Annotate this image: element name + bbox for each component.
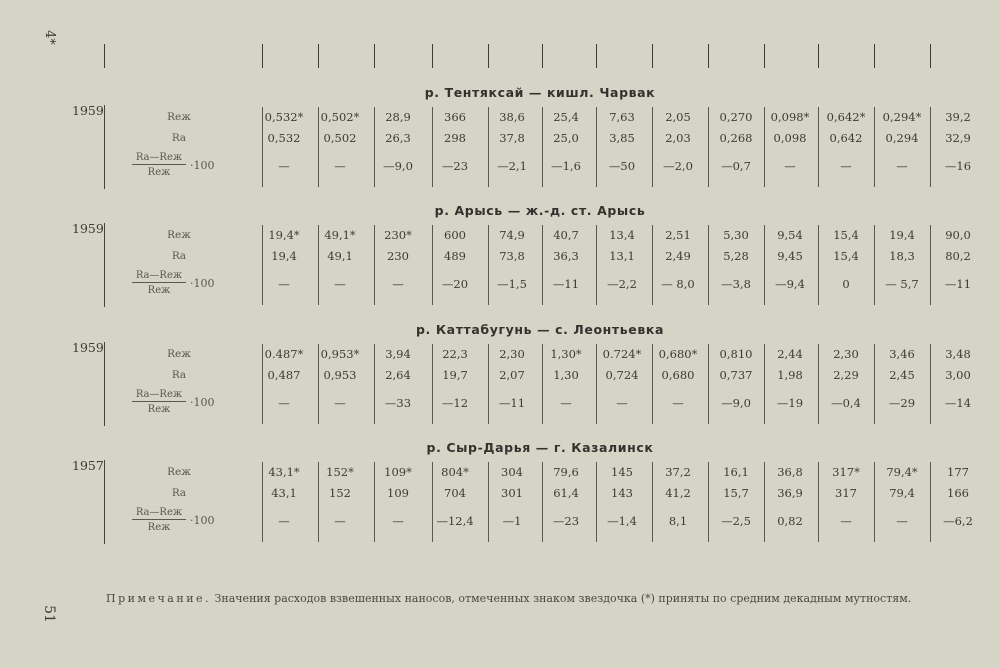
table-cell: 15,4 bbox=[833, 228, 859, 242]
fraction-bar bbox=[132, 401, 186, 402]
table-cell: —19 bbox=[776, 396, 804, 410]
fraction-bar bbox=[132, 282, 186, 283]
fraction-denominator: Rеж bbox=[147, 285, 171, 296]
row-bracket bbox=[104, 342, 105, 426]
table-cell: 0,532* bbox=[264, 110, 304, 124]
table-cell: — 8,0 bbox=[661, 277, 695, 291]
table-cell: 26,3 bbox=[385, 131, 411, 145]
table-cell: —1 bbox=[502, 514, 522, 528]
table-cell: —1,6 bbox=[551, 159, 581, 173]
table-cell: 2,29 bbox=[833, 368, 859, 382]
table-cell: 2,45 bbox=[889, 368, 915, 382]
table-cell: 2,03 bbox=[665, 131, 691, 145]
table-cell: 0,270 bbox=[719, 110, 753, 124]
table-cell: 804* bbox=[441, 465, 469, 479]
table-cell: 0 bbox=[842, 277, 850, 291]
table-cell: 0,737 bbox=[719, 368, 753, 382]
row-bracket bbox=[104, 105, 105, 189]
table-cell: —29 bbox=[888, 396, 916, 410]
row-bracket bbox=[104, 460, 105, 544]
table-cell: —2,2 bbox=[607, 277, 637, 291]
table-cell: — bbox=[840, 514, 852, 528]
table-cell: — bbox=[334, 277, 346, 291]
table-cell: 2,30 bbox=[833, 347, 859, 361]
table-cell: 152* bbox=[326, 465, 354, 479]
table-cell: 1,30* bbox=[550, 347, 582, 361]
section-title: р. Тентяксай — кишл. Чарвак bbox=[424, 85, 656, 100]
table-cell: 2,05 bbox=[665, 110, 691, 124]
fraction-numerator: Rа—Rеж bbox=[135, 507, 183, 518]
table-cell: —1,4 bbox=[607, 514, 637, 528]
table-cell: —1,5 bbox=[497, 277, 527, 291]
table-cell: 317 bbox=[835, 486, 857, 500]
table-cell: 0,294* bbox=[882, 110, 922, 124]
table-cell: 79,4* bbox=[886, 465, 918, 479]
fraction-bar bbox=[132, 519, 186, 520]
table-cell: — bbox=[278, 277, 290, 291]
table-cell: 36,8 bbox=[777, 465, 803, 479]
table-cell: 19,7 bbox=[442, 368, 468, 382]
table-cell: 36,9 bbox=[777, 486, 803, 500]
row-label-r-a: Rа bbox=[171, 369, 187, 381]
table-cell: 145 bbox=[611, 465, 633, 479]
header-tick bbox=[432, 44, 433, 68]
table-cell: 489 bbox=[444, 249, 466, 263]
fraction-multiplier: ·100 bbox=[190, 396, 215, 409]
table-cell: 0,953 bbox=[323, 368, 357, 382]
section-title: р. Каттабугунь — с. Леонтьевка bbox=[416, 322, 664, 337]
year-label: 1959 bbox=[72, 103, 104, 118]
table-cell: 49,1* bbox=[324, 228, 356, 242]
table-cell: —0,4 bbox=[831, 396, 861, 410]
header-tick bbox=[596, 44, 597, 68]
table-cell: 19,4* bbox=[268, 228, 300, 242]
table-cell: —11 bbox=[498, 396, 526, 410]
header-tick bbox=[764, 44, 765, 68]
table-cell: 230 bbox=[387, 249, 409, 263]
table-cell: 5,28 bbox=[723, 249, 749, 263]
table-cell: 19,4 bbox=[889, 228, 915, 242]
fraction-numerator: Rа—Rеж bbox=[135, 389, 183, 400]
corner-mark: 4* bbox=[41, 30, 57, 45]
table-cell: 80,2 bbox=[945, 249, 971, 263]
fraction-numerator: Rа—Rеж bbox=[135, 152, 183, 163]
table-cell: 7,63 bbox=[609, 110, 635, 124]
table-cell: 3,46 bbox=[889, 347, 915, 361]
header-tick bbox=[262, 44, 263, 68]
fraction-multiplier: ·100 bbox=[190, 159, 215, 172]
table-cell: 13,1 bbox=[609, 249, 635, 263]
table-cell: 0,268 bbox=[719, 131, 753, 145]
table-cell: 2,30 bbox=[499, 347, 525, 361]
table-cell: —50 bbox=[608, 159, 636, 173]
table-cell: 28,9 bbox=[385, 110, 411, 124]
table-cell: 37,8 bbox=[499, 131, 525, 145]
row-label-r-a: Rа bbox=[171, 487, 187, 499]
table-cell: 1,30 bbox=[553, 368, 579, 382]
header-tick bbox=[708, 44, 709, 68]
table-cell: 5,30 bbox=[723, 228, 749, 242]
table-cell: —9,0 bbox=[383, 159, 413, 173]
table-cell: 0.487* bbox=[264, 347, 304, 361]
table-cell: 366 bbox=[444, 110, 466, 124]
table-cell: 230* bbox=[384, 228, 412, 242]
table-cell: 79,6 bbox=[553, 465, 579, 479]
table-cell: 109* bbox=[384, 465, 412, 479]
header-tick bbox=[818, 44, 819, 68]
table-cell: 2,07 bbox=[499, 368, 525, 382]
table-cell: 704 bbox=[444, 486, 466, 500]
table-cell: 9,45 bbox=[777, 249, 803, 263]
table-cell: 19,4 bbox=[271, 249, 297, 263]
table-cell: — bbox=[896, 514, 908, 528]
table-cell: —12,4 bbox=[436, 514, 474, 528]
table-cell: 3,85 bbox=[609, 131, 635, 145]
fraction-multiplier: ·100 bbox=[190, 277, 215, 290]
table-cell: 73,8 bbox=[499, 249, 525, 263]
table-cell: 2,64 bbox=[385, 368, 411, 382]
table-cell: 25,4 bbox=[553, 110, 579, 124]
header-tick bbox=[542, 44, 543, 68]
table-cell: 13,4 bbox=[609, 228, 635, 242]
header-tick bbox=[874, 44, 875, 68]
table-cell: —6,2 bbox=[943, 514, 973, 528]
table-cell: 0,680 bbox=[661, 368, 695, 382]
table-cell: — bbox=[334, 159, 346, 173]
fraction-denominator: Rеж bbox=[147, 167, 171, 178]
table-cell: 0,810 bbox=[719, 347, 753, 361]
table-cell: —11 bbox=[944, 277, 972, 291]
table-cell: 43,1 bbox=[271, 486, 297, 500]
table-cell: 16,1 bbox=[723, 465, 749, 479]
table-cell: 0,502 bbox=[323, 131, 357, 145]
table-cell: 32,9 bbox=[945, 131, 971, 145]
table-cell: 143 bbox=[611, 486, 633, 500]
year-label: 1959 bbox=[72, 221, 104, 236]
table-cell: 39,2 bbox=[945, 110, 971, 124]
table-cell: —33 bbox=[384, 396, 412, 410]
table-cell: —14 bbox=[944, 396, 972, 410]
table-cell: 3,94 bbox=[385, 347, 411, 361]
table-cell: 0,487 bbox=[267, 368, 301, 382]
header-tick bbox=[104, 44, 105, 68]
footnote bbox=[106, 591, 976, 607]
table-cell: — bbox=[334, 514, 346, 528]
table-cell: 0,82 bbox=[777, 514, 803, 528]
table-cell: 600 bbox=[444, 228, 466, 242]
table-cell: — bbox=[560, 396, 572, 410]
table-cell: 74,9 bbox=[499, 228, 525, 242]
header-tick bbox=[374, 44, 375, 68]
table-cell: 3,00 bbox=[945, 368, 971, 382]
table-cell: —9,4 bbox=[775, 277, 805, 291]
fraction-multiplier: ·100 bbox=[190, 514, 215, 527]
table-cell: 0,724 bbox=[605, 368, 639, 382]
table-cell: 1,98 bbox=[777, 368, 803, 382]
footnote-lead: Примечание. bbox=[106, 592, 212, 605]
table-cell: 0,294 bbox=[885, 131, 919, 145]
fraction-denominator: Rеж bbox=[147, 404, 171, 415]
table-cell: — bbox=[616, 396, 628, 410]
table-cell: — 5,7 bbox=[885, 277, 919, 291]
table-cell: 317* bbox=[832, 465, 860, 479]
row-label-r-ezh: Rеж bbox=[167, 348, 191, 360]
fraction-denominator: Rеж bbox=[147, 522, 171, 533]
footnote-text: Значения расходов взвешенных наносов, отмеченных знаком звездочка (*) приняты по средним декадным мутностям. bbox=[211, 592, 912, 605]
table-cell: — bbox=[840, 159, 852, 173]
table-cell: — bbox=[896, 159, 908, 173]
table-cell: 0,953* bbox=[320, 347, 360, 361]
header-tick bbox=[930, 44, 931, 68]
table-cell: 79,4 bbox=[889, 486, 915, 500]
page-number: 51 bbox=[40, 605, 57, 623]
table-cell: —23 bbox=[552, 514, 580, 528]
table-cell: — bbox=[672, 396, 684, 410]
table-cell: 2,44 bbox=[777, 347, 803, 361]
section-title: р. Сыр-Дарья — г. Казалинск bbox=[426, 440, 654, 455]
table-cell: 298 bbox=[444, 131, 466, 145]
table-cell: —9,0 bbox=[721, 396, 751, 410]
table-cell: —23 bbox=[441, 159, 469, 173]
table-cell: —2,0 bbox=[663, 159, 693, 173]
header-tick bbox=[488, 44, 489, 68]
row-label-r-a: Rа bbox=[171, 250, 187, 262]
row-label-r-ezh: Rеж bbox=[167, 229, 191, 241]
header-tick bbox=[652, 44, 653, 68]
table-cell: —20 bbox=[441, 277, 469, 291]
table-cell: — bbox=[392, 277, 404, 291]
table-cell: —11 bbox=[552, 277, 580, 291]
table-cell: 0,502* bbox=[320, 110, 360, 124]
table-cell: 37,2 bbox=[665, 465, 691, 479]
table-cell: —16 bbox=[944, 159, 972, 173]
table-cell: — bbox=[334, 396, 346, 410]
table-cell: 43,1* bbox=[268, 465, 300, 479]
table-cell: 41,2 bbox=[665, 486, 691, 500]
table-cell: —2,5 bbox=[721, 514, 751, 528]
row-bracket bbox=[104, 223, 105, 307]
table-cell: 166 bbox=[947, 486, 969, 500]
row-label-r-a: Rа bbox=[171, 132, 187, 144]
table-cell: 0,642* bbox=[826, 110, 866, 124]
fraction-numerator: Rа—Rеж bbox=[135, 270, 183, 281]
table-cell: — bbox=[784, 159, 796, 173]
table-cell: —12 bbox=[441, 396, 469, 410]
table-cell: 36,3 bbox=[553, 249, 579, 263]
table-cell: 61,4 bbox=[553, 486, 579, 500]
table-cell: 49,1 bbox=[327, 249, 353, 263]
table-cell: 40,7 bbox=[553, 228, 579, 242]
table-cell: 304 bbox=[501, 465, 523, 479]
table-cell: 152 bbox=[329, 486, 351, 500]
table-cell: 0,098 bbox=[773, 131, 807, 145]
year-label: 1957 bbox=[72, 458, 104, 473]
table-cell: 2,49 bbox=[665, 249, 691, 263]
table-cell: 0,642 bbox=[829, 131, 863, 145]
table-cell: 109 bbox=[387, 486, 409, 500]
table-cell: 3,48 bbox=[945, 347, 971, 361]
table-cell: 0.724* bbox=[602, 347, 642, 361]
year-label: 1959 bbox=[72, 340, 104, 355]
row-label-r-ezh: Rеж bbox=[167, 111, 191, 123]
table-cell: — bbox=[278, 396, 290, 410]
table-cell: — bbox=[392, 514, 404, 528]
table-cell: 0,098* bbox=[770, 110, 810, 124]
section-title: р. Арысь — ж.-д. ст. Арысь bbox=[434, 203, 646, 218]
table-cell: 2,51 bbox=[665, 228, 691, 242]
table-cell: —2,1 bbox=[497, 159, 527, 173]
table-cell: 38,6 bbox=[499, 110, 525, 124]
table-cell: —0,7 bbox=[721, 159, 751, 173]
table-cell: 15,7 bbox=[723, 486, 749, 500]
table-cell: —3,8 bbox=[721, 277, 751, 291]
table-cell: 15,4 bbox=[833, 249, 859, 263]
table-cell: 25,0 bbox=[553, 131, 579, 145]
row-label-r-ezh: Rеж bbox=[167, 466, 191, 478]
header-tick bbox=[318, 44, 319, 68]
table-cell: 90,0 bbox=[945, 228, 971, 242]
table-cell: — bbox=[278, 514, 290, 528]
table-cell: 0,680* bbox=[658, 347, 698, 361]
table-cell: 9,54 bbox=[777, 228, 803, 242]
table-cell: 177 bbox=[947, 465, 969, 479]
table-cell: 18,3 bbox=[889, 249, 915, 263]
table-cell: 8,1 bbox=[668, 514, 688, 528]
fraction-bar bbox=[132, 164, 186, 165]
table-cell: 22,3 bbox=[442, 347, 468, 361]
table-cell: — bbox=[278, 159, 290, 173]
table-cell: 301 bbox=[501, 486, 523, 500]
table-cell: 0,532 bbox=[267, 131, 301, 145]
